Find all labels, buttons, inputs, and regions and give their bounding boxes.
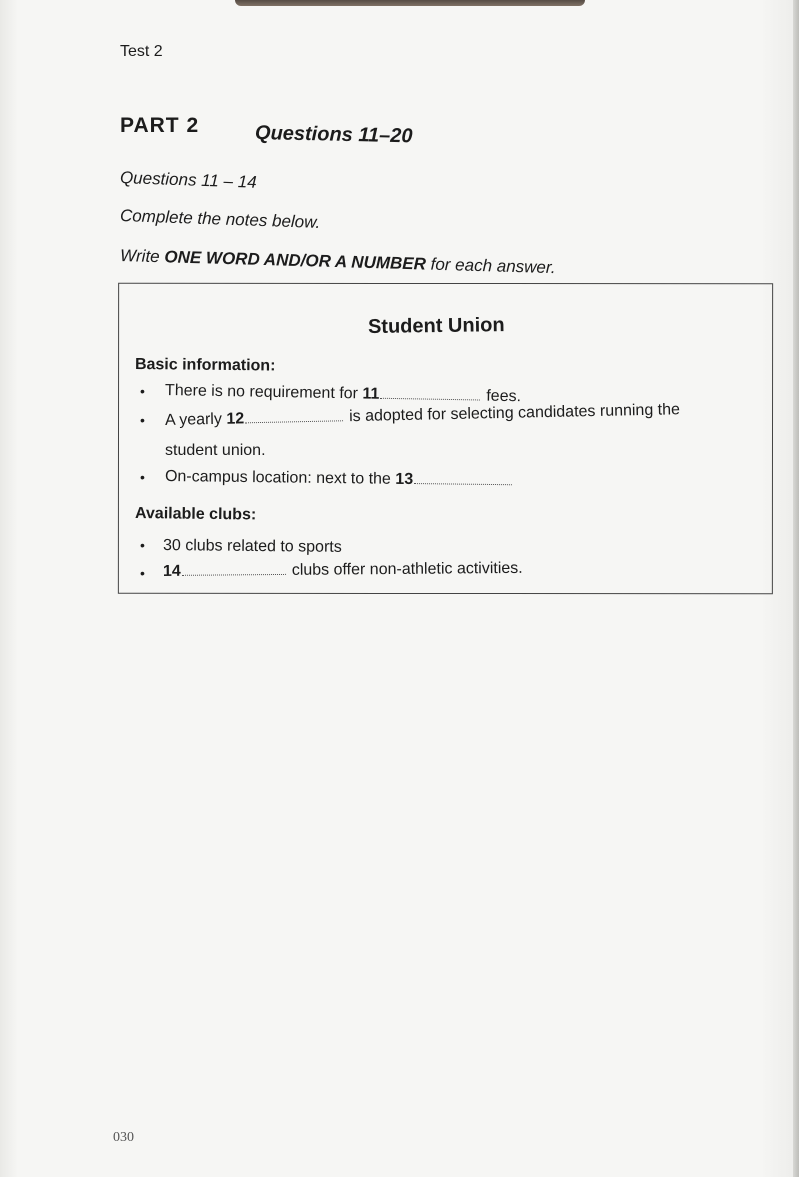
- notes-title: Student Union: [367, 314, 505, 338]
- note-item-3-text: On-campus location: next to the: [164, 468, 391, 488]
- answer-blank-11[interactable]: [380, 397, 480, 401]
- note-item-1-text: There is no requirement for: [164, 382, 359, 403]
- note-item-5-after: clubs offer non-athletic activities.: [291, 559, 523, 579]
- available-clubs-heading: Available clubs:: [134, 505, 257, 524]
- answer-rule: [120, 246, 556, 278]
- question-12-number: 12: [226, 410, 245, 428]
- page-edge: [793, 0, 799, 1177]
- bullet-icon: •: [140, 383, 145, 399]
- note-item-2-text: A yearly: [164, 410, 223, 429]
- answer-rule-suffix: for each answer.: [430, 254, 556, 278]
- basic-info-heading: Basic information:: [134, 356, 276, 375]
- answer-blank-14[interactable]: [182, 573, 286, 576]
- note-item-4: 30 clubs related to sports: [162, 537, 342, 556]
- binding-shadow: [235, 0, 585, 6]
- question-14-number: 14: [162, 562, 181, 580]
- question-13-number: 13: [395, 470, 414, 489]
- part-title: PART 2: [120, 114, 200, 137]
- answer-blank-12[interactable]: [245, 419, 343, 423]
- note-item-2-after: is adopted for selecting candidates running the: [348, 401, 681, 426]
- bullet-icon: •: [140, 469, 145, 485]
- answer-rule-prefix: Write: [119, 246, 160, 267]
- question-11-number: 11: [362, 385, 380, 403]
- questions-range-heading: Questions 11–20: [254, 122, 413, 148]
- bullet-icon: •: [140, 537, 145, 553]
- answer-blank-13[interactable]: [414, 482, 512, 485]
- subsection-heading: Questions 11 – 14: [119, 168, 258, 192]
- test-label: Test 2: [120, 43, 163, 60]
- answer-rule-bold: ONE WORD AND/OR A NUMBER: [164, 247, 427, 274]
- bullet-icon: •: [140, 565, 145, 581]
- note-item-1-after: fees.: [486, 387, 522, 406]
- bullet-icon: •: [140, 412, 145, 428]
- page-number: 030: [113, 1130, 134, 1145]
- note-item-2-continuation: student union.: [165, 442, 266, 459]
- note-item-5: [163, 560, 523, 581]
- task-instruction: Complete the notes below.: [119, 206, 321, 232]
